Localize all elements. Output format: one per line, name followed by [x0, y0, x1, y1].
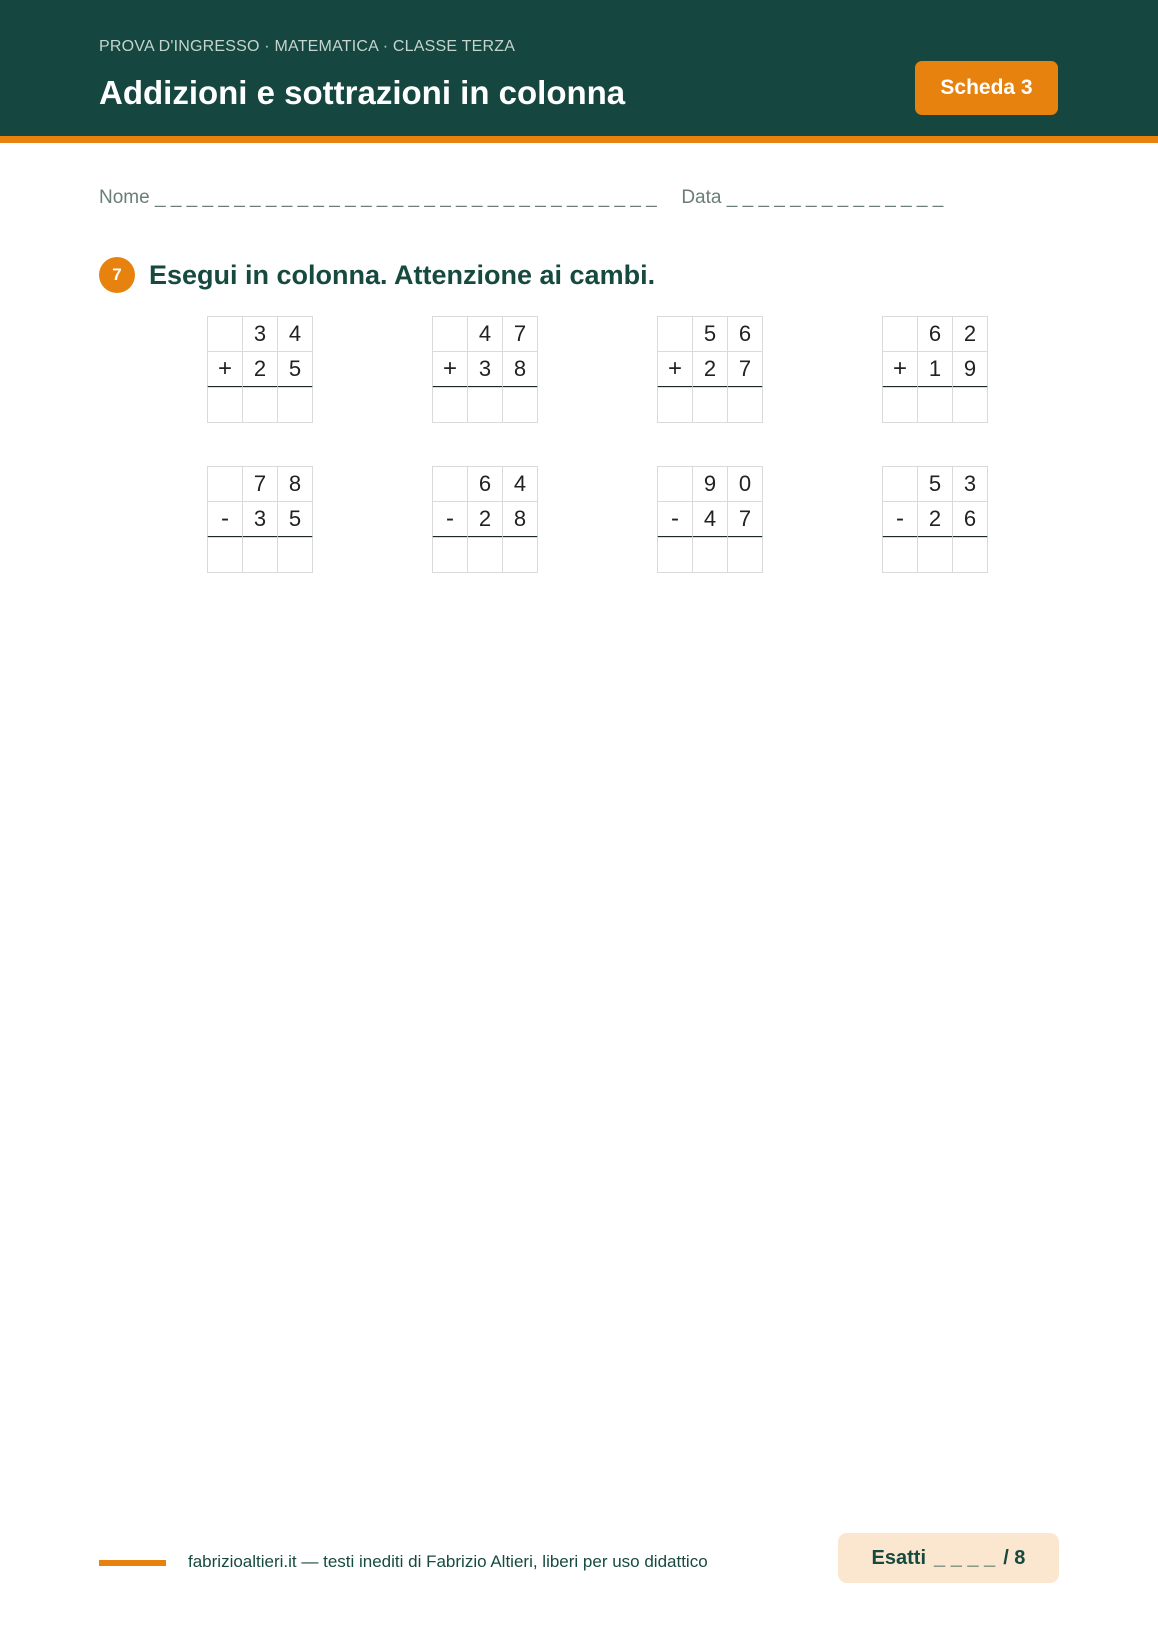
answer-cell[interactable]	[242, 387, 278, 423]
answer-cell[interactable]	[917, 537, 953, 573]
digit-cell: 5	[692, 316, 728, 352]
digit-cell: 5	[917, 466, 953, 502]
answer-cell[interactable]	[502, 387, 538, 423]
sheet-badge: Scheda 3	[915, 61, 1058, 115]
answer-cell[interactable]	[432, 537, 468, 573]
answer-cell[interactable]	[727, 537, 763, 573]
digit-cell: 2	[692, 351, 728, 388]
digit-cell: 2	[952, 316, 988, 352]
empty-cell	[882, 316, 918, 352]
score-label: Esatti	[871, 1546, 927, 1569]
exercise-instruction: Esegui in colonna. Attenzione ai cambi.	[149, 259, 656, 290]
column-operation	[657, 316, 762, 422]
digit-cell: 7	[727, 351, 763, 388]
answer-cell[interactable]	[692, 537, 728, 573]
digit-cell: 8	[502, 351, 538, 388]
digit-cell: 9	[952, 351, 988, 388]
column-operation	[207, 316, 312, 422]
digit-cell: 2	[467, 501, 503, 538]
digit-cell: 6	[917, 316, 953, 352]
empty-cell	[207, 316, 243, 352]
answer-cell[interactable]	[242, 537, 278, 573]
digit-cell: 8	[502, 501, 538, 538]
header-subtitle: PROVA D'INGRESSO · MATEMATICA · CLASSE TERZA	[99, 38, 516, 55]
digit-cell: 6	[952, 501, 988, 538]
digit-cell: 1	[917, 351, 953, 388]
score-blank[interactable]: _ _ _ _	[934, 1546, 996, 1569]
exercise-heading	[99, 257, 655, 293]
operator-sign: +	[882, 351, 918, 388]
student-fields	[99, 187, 943, 209]
digit-cell: 2	[917, 501, 953, 538]
answer-cell[interactable]	[657, 387, 693, 423]
empty-cell	[882, 466, 918, 502]
column-operation	[657, 466, 762, 572]
name-line[interactable]: _ _ _ _ _ _ _ _ _ _ _ _ _ _ _ _ _ _ _ _ _ _ _ _ _ _ _ _ _ _ _ _	[154, 187, 657, 208]
page-title: Addizioni e sottrazioni in colonna	[99, 74, 626, 111]
column-operation	[432, 316, 537, 422]
digit-cell: 4	[467, 316, 503, 352]
answer-cell[interactable]	[467, 537, 503, 573]
answer-cell[interactable]	[692, 387, 728, 423]
score-total: / 8	[1003, 1546, 1026, 1569]
digit-cell: 4	[692, 501, 728, 538]
answer-cell[interactable]	[277, 537, 313, 573]
digit-cell: 7	[502, 316, 538, 352]
operator-sign: -	[657, 501, 693, 538]
answer-cell[interactable]	[727, 387, 763, 423]
answer-cell[interactable]	[432, 387, 468, 423]
digit-cell: 6	[467, 466, 503, 502]
answer-cell[interactable]	[502, 537, 538, 573]
digit-cell: 7	[242, 466, 278, 502]
digit-cell: 5	[277, 351, 313, 388]
operator-sign: +	[432, 351, 468, 388]
answer-cell[interactable]	[952, 537, 988, 573]
empty-cell	[207, 466, 243, 502]
operator-sign: +	[657, 351, 693, 388]
answer-cell[interactable]	[207, 537, 243, 573]
digit-cell: 4	[502, 466, 538, 502]
column-operation	[207, 466, 312, 572]
digit-cell: 4	[277, 316, 313, 352]
date-line[interactable]: _ _ _ _ _ _ _ _ _ _ _ _ _ _	[726, 187, 944, 208]
column-operation	[882, 316, 987, 422]
answer-cell[interactable]	[952, 387, 988, 423]
page-header	[0, 0, 1158, 143]
answer-cell[interactable]	[207, 387, 243, 423]
digit-cell: 2	[242, 351, 278, 388]
empty-cell	[657, 316, 693, 352]
column-operation	[882, 466, 987, 572]
operator-sign: +	[207, 351, 243, 388]
exercise-number: 7	[99, 257, 135, 293]
digit-cell: 3	[467, 351, 503, 388]
operator-sign: -	[432, 501, 468, 538]
digit-cell: 7	[727, 501, 763, 538]
digit-cell: 3	[952, 466, 988, 502]
answer-cell[interactable]	[882, 387, 918, 423]
digit-cell: 0	[727, 466, 763, 502]
score-box	[838, 1533, 1059, 1583]
empty-cell	[432, 316, 468, 352]
operator-sign: -	[882, 501, 918, 538]
digit-cell: 8	[277, 466, 313, 502]
answer-cell[interactable]	[467, 387, 503, 423]
operator-sign: -	[207, 501, 243, 538]
digit-cell: 5	[277, 501, 313, 538]
digit-cell: 9	[692, 466, 728, 502]
empty-cell	[432, 466, 468, 502]
answer-cell[interactable]	[657, 537, 693, 573]
footer-credit: fabrizioaltieri.it — testi inediti di Fabrizio Altieri, liberi per uso didattico	[188, 1552, 708, 1571]
answer-cell[interactable]	[882, 537, 918, 573]
digit-cell: 6	[727, 316, 763, 352]
digit-cell: 3	[242, 316, 278, 352]
column-operation	[432, 466, 537, 572]
date-label: Data	[681, 187, 722, 208]
answer-cell[interactable]	[277, 387, 313, 423]
answer-cell[interactable]	[917, 387, 953, 423]
digit-cell: 3	[242, 501, 278, 538]
empty-cell	[657, 466, 693, 502]
footer-accent-bar	[99, 1560, 166, 1566]
name-label: Nome	[99, 187, 150, 208]
